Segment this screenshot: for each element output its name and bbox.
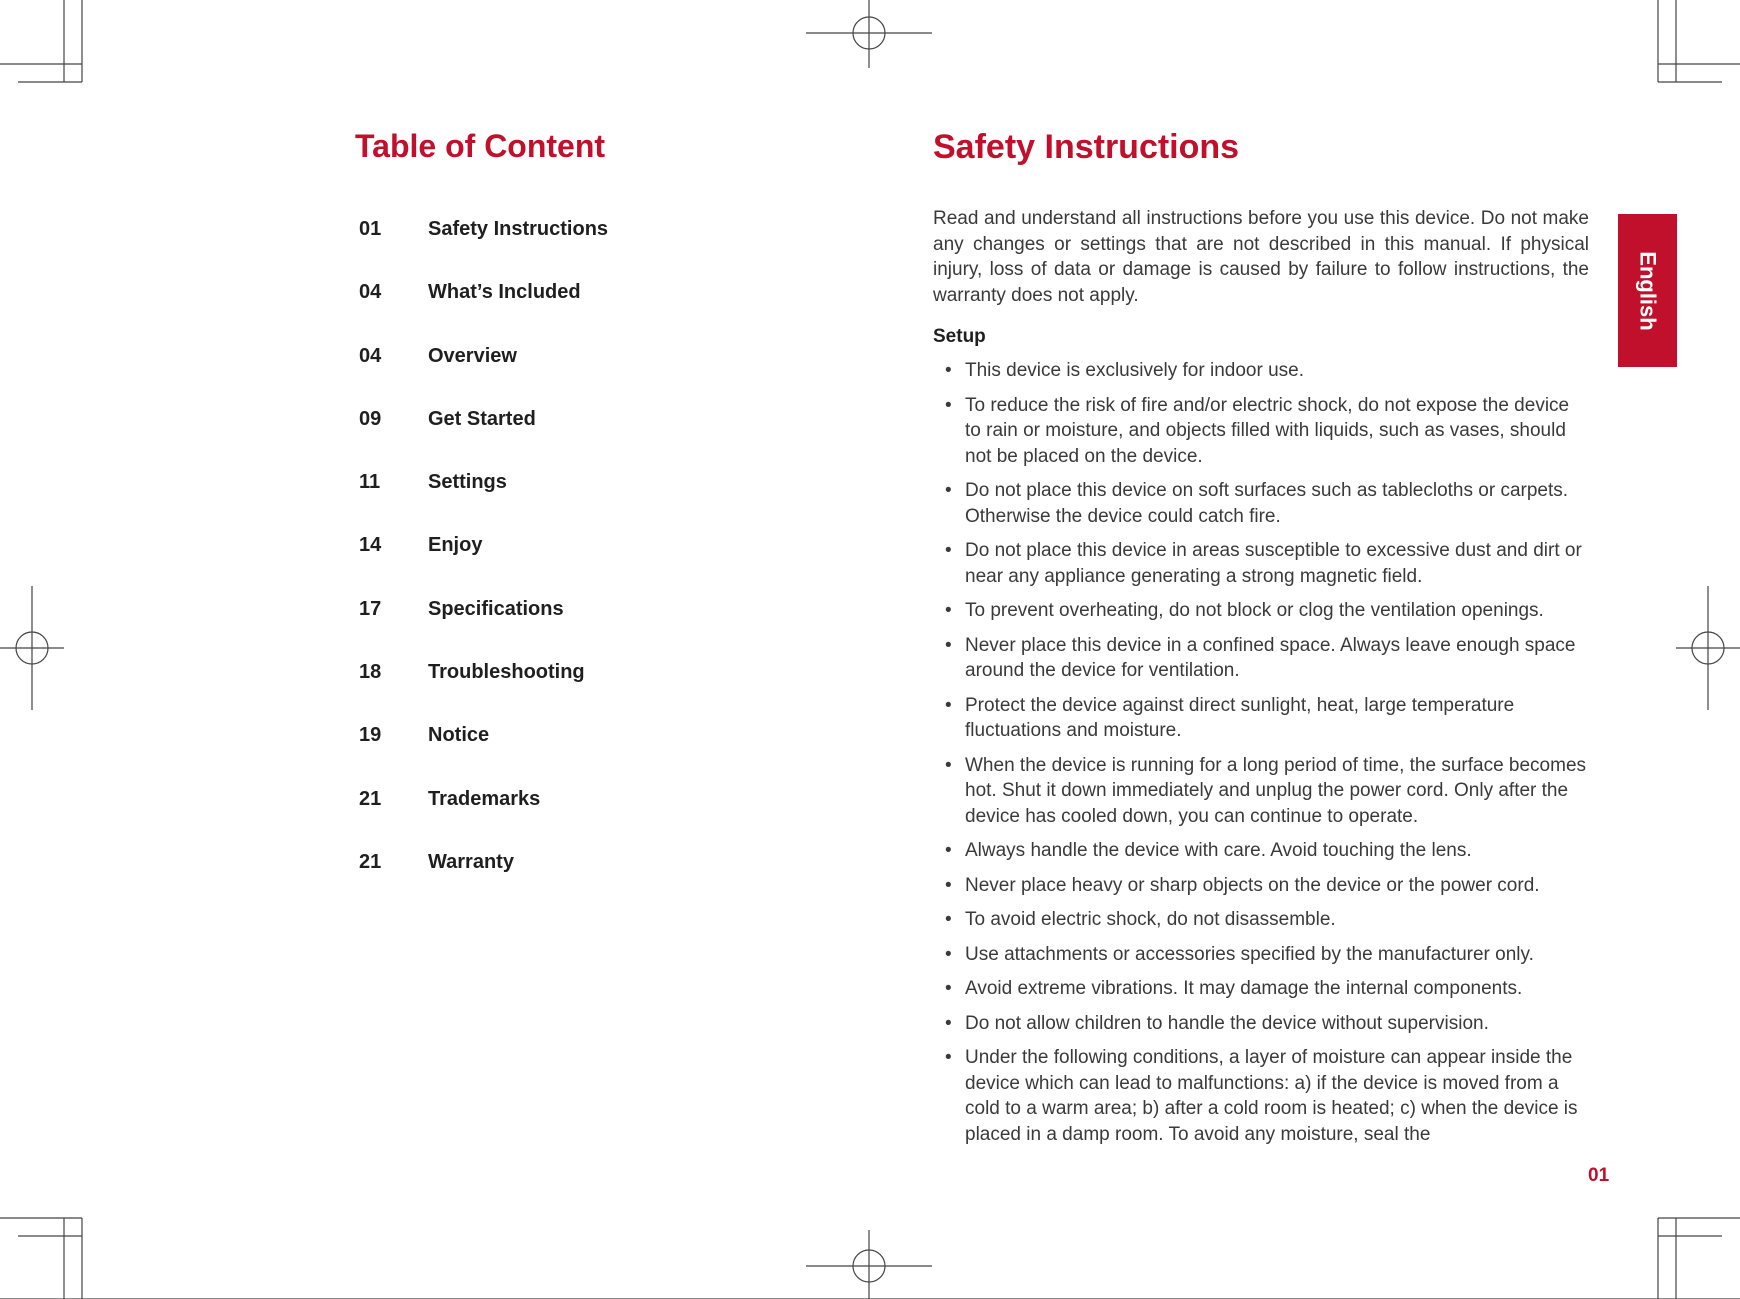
- language-tab: [1618, 214, 1677, 367]
- safety-section: [933, 128, 1589, 1156]
- toc-page-number: 21: [359, 850, 382, 873]
- toc-entry[interactable]: [359, 471, 608, 534]
- toc-page-number: 14: [359, 534, 382, 557]
- bullet-item: [933, 873, 1589, 899]
- bullet-icon: •: [945, 840, 952, 861]
- bullet-icon: •: [945, 360, 952, 381]
- toc-list: [359, 218, 608, 914]
- toc-entry[interactable]: [359, 598, 608, 661]
- toc-label: Warranty: [428, 850, 514, 873]
- bullet-icon: •: [945, 874, 952, 896]
- toc-entry[interactable]: [359, 851, 608, 914]
- bullet-item: [933, 598, 1589, 624]
- toc-entry[interactable]: [359, 345, 608, 408]
- toc-page-number: 18: [359, 661, 382, 684]
- toc-title: Table of Content: [355, 128, 606, 164]
- bullet-item: [933, 693, 1589, 744]
- bullet-item: [933, 478, 1589, 529]
- bullet-text: Never place this device in a confined space. Always leave enough space around the device for ventilation.: [965, 634, 1576, 681]
- bullet-text: Use attachments or accessories specified by the manufacturer only.: [965, 943, 1534, 965]
- toc-entry[interactable]: [359, 661, 608, 724]
- toc-page-number: 04: [359, 281, 382, 304]
- toc-page-number: 04: [359, 344, 382, 367]
- toc-label: Safety Instructions: [428, 218, 609, 240]
- toc-page-number: 17: [359, 597, 382, 620]
- toc-entry[interactable]: [359, 534, 608, 597]
- bullet-item: [933, 907, 1589, 933]
- setup-heading: Setup: [933, 326, 986, 347]
- bullet-icon: •: [945, 909, 952, 930]
- bullet-icon: •: [945, 978, 952, 999]
- toc-label: Specifications: [428, 597, 564, 620]
- bullet-text: When the device is running for a long period of time, the surface becomes hot. Shut it down immediately and unplug the power cord. Only after the device has cooled down, you can continue to operate.: [965, 754, 1587, 827]
- bullet-text: Do not allow children to handle the device without supervision.: [965, 1012, 1489, 1034]
- bullet-item: [933, 633, 1589, 684]
- toc-entry[interactable]: [359, 218, 608, 281]
- toc-label: Enjoy: [428, 534, 483, 557]
- toc-page-number: 19: [359, 724, 382, 747]
- toc-page-number: 11: [359, 471, 381, 494]
- bullet-icon: •: [945, 1012, 952, 1034]
- toc-page-number: 01: [359, 218, 382, 240]
- toc-entry[interactable]: [359, 788, 608, 851]
- bullet-text: To reduce the risk of fire and/or electric shock, do not expose the device to rain or moisture, and objects filled with liquids, such as vases, should not be placed on the device.: [965, 394, 1570, 467]
- bullet-icon: •: [945, 754, 952, 776]
- bullet-item: [933, 1045, 1589, 1147]
- bullet-text: To prevent overheating, do not block or clog the ventilation openings.: [965, 600, 1544, 621]
- bullet-icon: •: [945, 600, 952, 621]
- bullet-item: [933, 976, 1589, 1002]
- toc-label: Overview: [428, 344, 517, 367]
- bullet-icon: •: [945, 694, 952, 716]
- bullet-icon: •: [945, 943, 952, 965]
- bullet-text: Avoid extreme vibrations. It may damage the internal components.: [965, 978, 1523, 999]
- bullet-item: [933, 838, 1589, 864]
- toc-page-number: 21: [359, 787, 382, 810]
- toc-entry[interactable]: [359, 281, 608, 344]
- page-number: 01: [1588, 1165, 1610, 1186]
- bullet-item: [933, 753, 1589, 830]
- bullet-text: Under the following conditions, a layer of moisture can appear inside the device which can lead to malfunctions: a) if the device is moved from a cold to a warm area; b) after a cold room is heated; c) when the device is placed in a damp room. To avoid any moisture, seal the: [965, 1047, 1578, 1145]
- toc-label: Get Started: [428, 407, 536, 430]
- setup-bullet-list: [933, 358, 1589, 1147]
- bullet-text: Do not place this device on soft surfaces such as tablecloths or carpets. Otherwise the device could catch fire.: [965, 480, 1569, 527]
- toc-entry[interactable]: [359, 724, 608, 787]
- toc-label: Notice: [428, 724, 490, 747]
- bullet-icon: •: [945, 540, 952, 561]
- bullet-text: Never place heavy or sharp objects on the device or the power cord.: [965, 874, 1540, 896]
- bullet-icon: •: [945, 480, 952, 501]
- toc-label: Trademarks: [428, 787, 541, 810]
- safety-title: Safety Instructions: [933, 128, 1240, 166]
- bullet-icon: •: [945, 394, 952, 416]
- bullet-item: [933, 358, 1589, 384]
- toc-page-number: 09: [359, 407, 382, 430]
- bullet-item: [933, 1011, 1589, 1037]
- language-tab-label: English: [1635, 250, 1661, 331]
- toc-entry[interactable]: [359, 408, 608, 471]
- bullet-item: [933, 538, 1589, 589]
- toc-label: Settings: [428, 471, 507, 494]
- bullet-text: Protect the device against direct sunlight, heat, large temperature fluctuations and moisture.: [965, 694, 1515, 741]
- bullet-item: [933, 942, 1589, 968]
- bullet-text: To avoid electric shock, do not disassemble.: [965, 909, 1336, 930]
- intro-paragraph: Read and understand all instructions before you use this device. Do not make any changes or settings that are not described in this manual. If physical injury, loss of data or damage is caused by failure to follow instructions, the warranty does not apply.: [933, 208, 1589, 306]
- bullet-icon: •: [945, 1047, 952, 1068]
- bullet-item: [933, 393, 1589, 470]
- bullet-text: Always handle the device with care. Avoid touching the lens.: [965, 840, 1472, 861]
- toc-label: What’s Included: [428, 281, 581, 304]
- bullet-text: This device is exclusively for indoor use.: [965, 360, 1304, 381]
- bullet-icon: •: [945, 634, 952, 656]
- toc-label: Troubleshooting: [428, 661, 585, 684]
- bullet-text: Do not place this device in areas susceptible to excessive dust and dirt or near any appliance generating a strong magnetic field.: [965, 540, 1582, 587]
